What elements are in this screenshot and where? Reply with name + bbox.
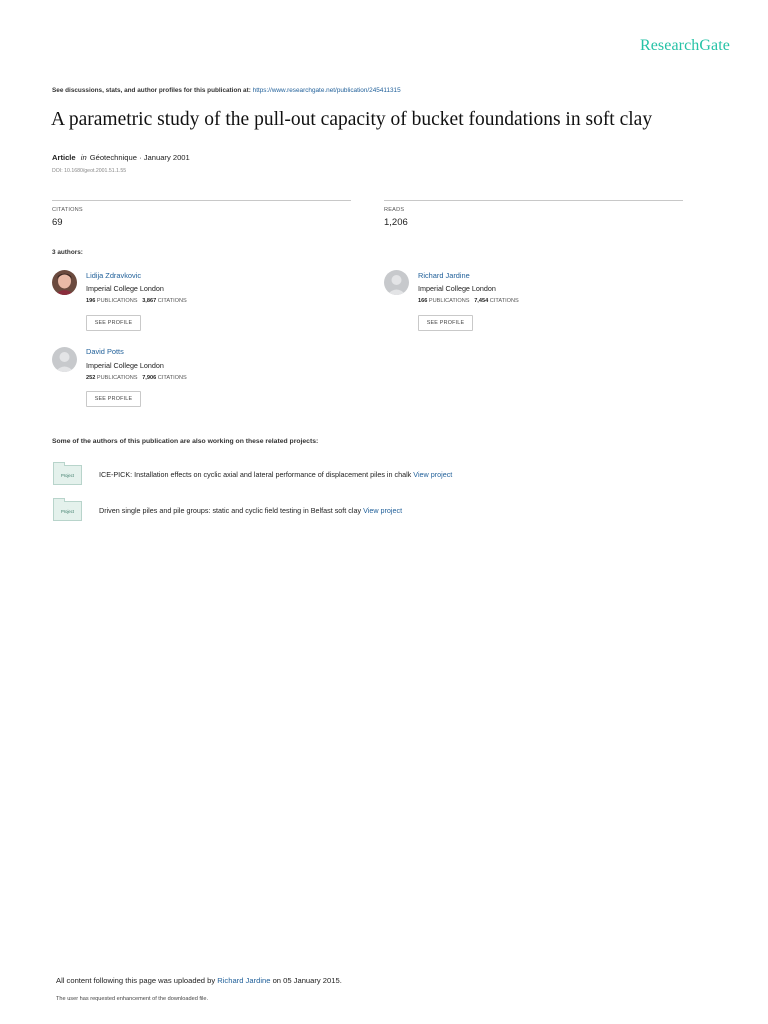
discussion-text: See discussions, stats, and author profiles for this publication at:: [52, 87, 253, 94]
folder-tab: [53, 498, 65, 502]
citations-label: CITATIONS: [156, 375, 187, 381]
see-profile-button[interactable]: SEE PROFILE: [86, 391, 141, 407]
citations-divider: [52, 200, 351, 201]
citations-label: CITATIONS: [52, 207, 83, 213]
author-name-link[interactable]: Lidija Zdravkovic: [86, 271, 142, 280]
project-title: Driven single piles and pile groups: static and cyclic field testing in Belfast soft clay: [99, 506, 364, 515]
see-profile-button[interactable]: SEE PROFILE: [86, 315, 141, 331]
publication-url-link[interactable]: https://www.researchgate.net/publication/245411315: [252, 87, 401, 94]
upload-prefix: All content following this page was uploaded by: [56, 976, 218, 985]
reads-value: 1,206: [384, 217, 408, 228]
author-avatar[interactable]: [384, 270, 409, 295]
researchgate-logo[interactable]: ResearchGate: [639, 37, 730, 54]
project-item: [99, 506, 402, 515]
project-icon-label: Project: [60, 509, 75, 514]
publications-count: 252: [86, 375, 96, 381]
uploader-link[interactable]: Richard Jardine: [217, 976, 271, 985]
date-separator: ·: [136, 153, 144, 162]
authors-heading: 3 authors:: [52, 249, 83, 256]
publications-label: PUBLICATIONS: [95, 375, 138, 381]
citations-count: 7,454: [474, 298, 489, 304]
author-avatar[interactable]: [52, 270, 77, 295]
citations-count: 3,867: [142, 298, 157, 304]
project-icon-label: Project: [60, 473, 75, 478]
author-avatar[interactable]: [52, 347, 77, 372]
in-word: in: [80, 153, 87, 162]
project-folder-icon: [53, 501, 82, 521]
citations-value: 69: [52, 217, 63, 228]
author-institution: Imperial College London: [86, 361, 164, 370]
author-institution: Imperial College London: [86, 284, 164, 293]
view-project-link[interactable]: View project: [413, 470, 453, 479]
reads-label: READS: [384, 207, 405, 213]
upload-notice: [56, 976, 342, 985]
person-placeholder-icon: [52, 347, 77, 372]
citations-label: CITATIONS: [156, 298, 187, 304]
publication-meta: [52, 153, 190, 162]
publication-date: January 2001: [143, 153, 190, 162]
view-project-link[interactable]: View project: [363, 506, 403, 515]
author-institution: Imperial College London: [418, 284, 496, 293]
discussion-line: [52, 87, 401, 94]
project-folder-icon: [53, 465, 82, 485]
publication-type: Article: [52, 153, 76, 162]
author-stats: [418, 298, 519, 304]
author-stats: [86, 375, 187, 381]
publications-count: 196: [86, 298, 96, 304]
citations-label: CITATIONS: [488, 298, 519, 304]
upload-suffix: on 05 January 2015.: [270, 976, 342, 985]
see-profile-button[interactable]: SEE PROFILE: [418, 315, 473, 331]
author-name-link[interactable]: Richard Jardine: [418, 271, 470, 280]
related-projects-heading: Some of the authors of this publication are also working on these related projects:: [52, 438, 319, 445]
reads-divider: [384, 200, 683, 201]
enhancement-note: The user has requested enhancement of the downloaded file.: [56, 996, 209, 1002]
project-item: [99, 470, 452, 479]
publications-label: PUBLICATIONS: [95, 298, 138, 304]
publication-title: A parametric study of the pull-out capacity of bucket foundations in soft clay: [51, 109, 653, 130]
citations-count: 7,906: [142, 375, 157, 381]
project-title: ICE-PICK: Installation effects on cyclic axial and lateral performance of displacement piles in chalk: [99, 470, 414, 479]
publications-count: 166: [418, 298, 428, 304]
author-stats: [86, 298, 187, 304]
author-photo-icon: [52, 270, 77, 295]
person-placeholder-icon: [384, 270, 409, 295]
author-name-link[interactable]: David Potts: [86, 347, 124, 356]
folder-tab: [53, 462, 65, 466]
publications-label: PUBLICATIONS: [427, 298, 470, 304]
journal-name: Géotechnique: [89, 153, 137, 162]
doi: DOI: 10.1680/geot.2001.51.1.55: [52, 168, 127, 174]
